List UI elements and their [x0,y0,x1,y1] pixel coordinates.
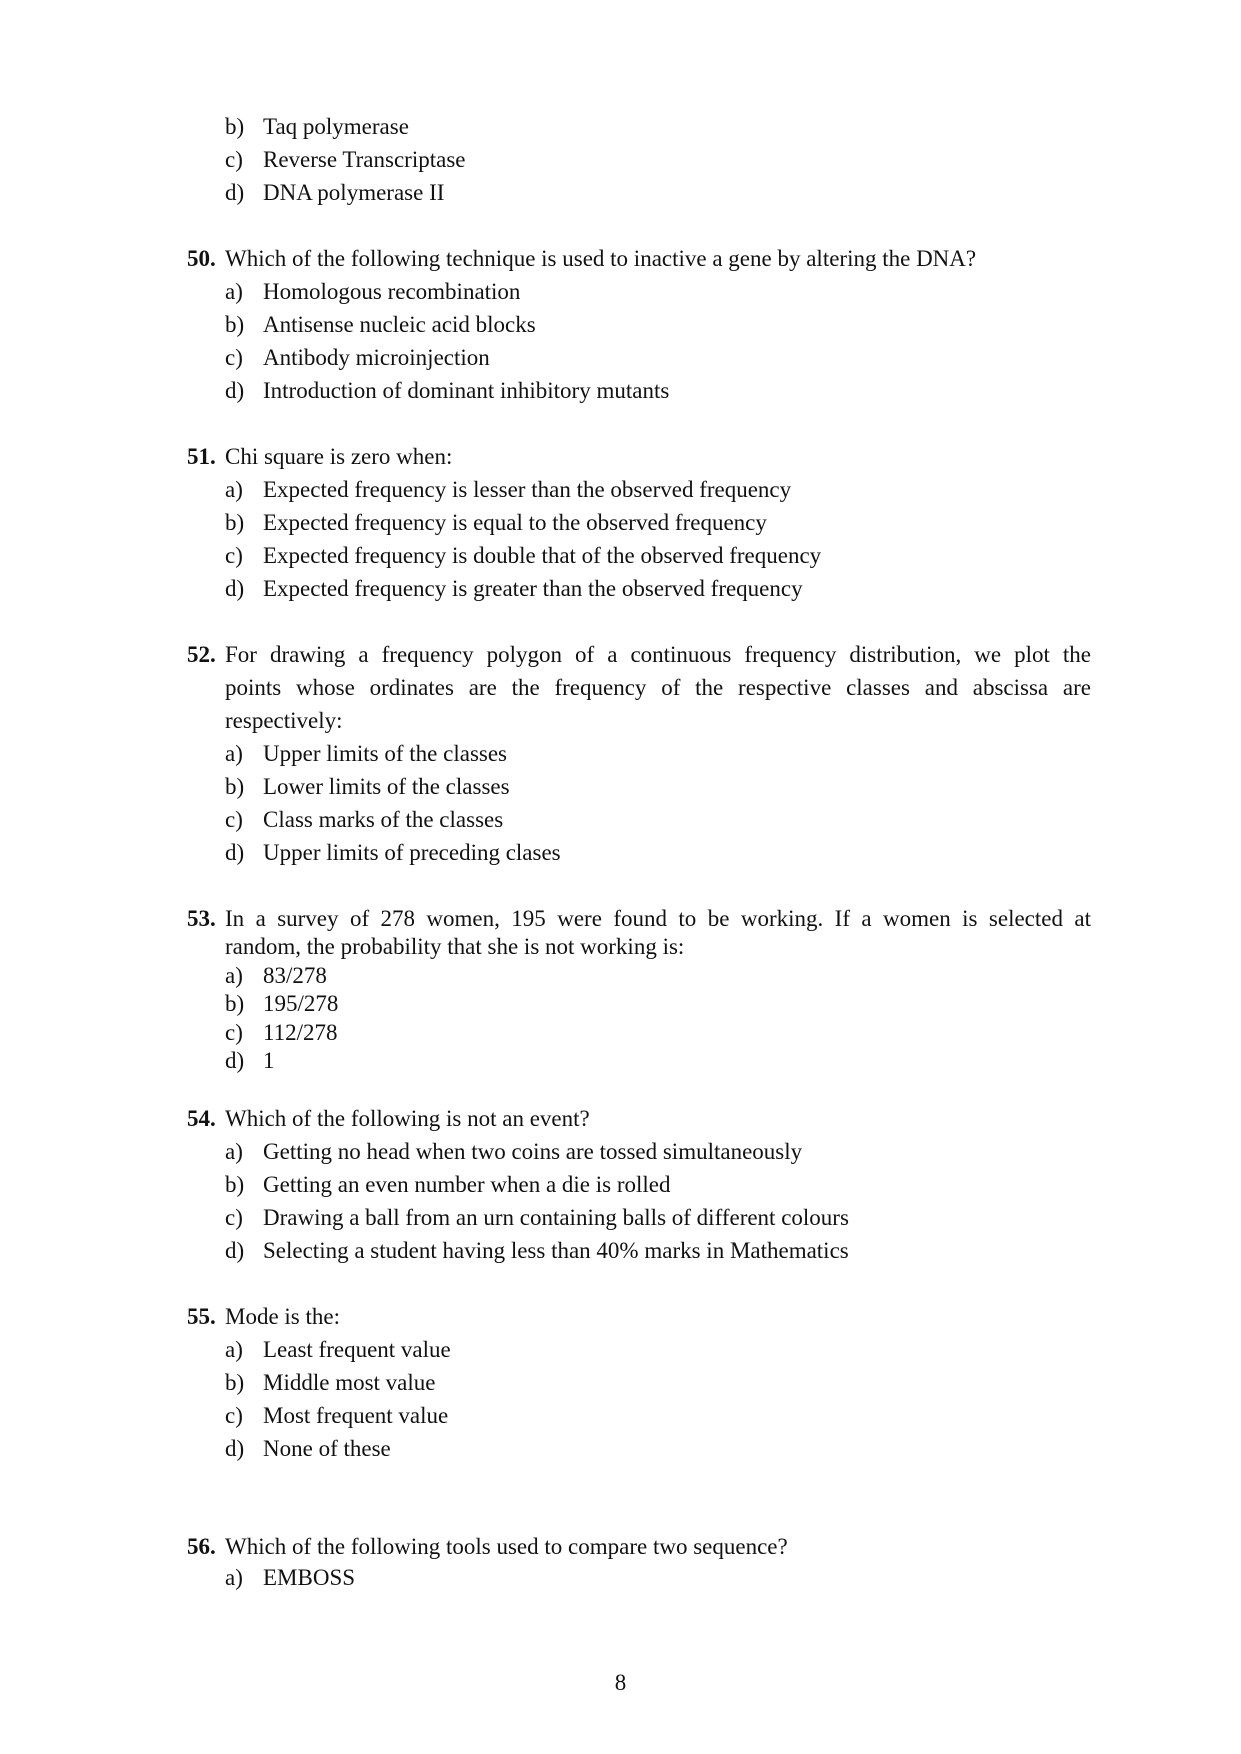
question-text: In a survey of 278 women, 195 were found to be working. If a women is selected at [225,906,1091,931]
question-text: For drawing a frequency polygon of a continuous frequency distribution, we plot the [225,642,1091,667]
option-letter: b) [225,510,245,535]
option-letter: b) [225,1172,245,1197]
option-letter: a) [225,279,243,304]
question-text: Which of the following tools used to compare two sequence? [225,1534,788,1559]
option-text: Expected frequency is equal to the observed frequency [263,510,767,535]
option-text: Lower limits of the classes [263,774,510,799]
option-text: Class marks of the classes [263,807,504,832]
question-number: 55. [187,1304,216,1329]
option-letter: c) [225,1403,243,1428]
option-text: Antibody microinjection [263,345,490,370]
option-text: 112/278 [263,1020,338,1045]
option-letter: c) [225,807,243,832]
option-text: 195/278 [263,991,339,1016]
option-text: Introduction of dominant inhibitory mutants [263,378,670,403]
option-letter: a) [225,477,243,502]
option-letter: d) [225,576,245,601]
option-letter: d) [225,1048,245,1073]
page-number: 8 [614,1670,627,1695]
option-text: Most frequent value [263,1403,449,1428]
question-text: Mode is the: [225,1304,340,1329]
option-letter: a) [225,1565,243,1590]
option-letter: c) [225,345,243,370]
option-letter: c) [225,147,243,172]
question-number: 51. [187,444,216,469]
option-text: Least frequent value [263,1337,451,1362]
option-letter: a) [225,741,243,766]
option-letter: b) [225,774,245,799]
option-text: None of these [263,1436,391,1461]
option-text: Antisense nucleic acid blocks [263,312,536,337]
question-text: Which of the following technique is used to inactive a gene by altering the DNA? [225,246,977,271]
option-text: Drawing a ball from an urn containing balls of different colours [263,1205,849,1230]
option-text: Upper limits of the classes [263,741,508,766]
option-text: 83/278 [263,963,327,988]
option-letter: c) [225,1205,243,1230]
option-letter: c) [225,543,243,568]
question-number: 52. [187,642,216,667]
question-text: points whose ordinates are the frequency of the respective classes and abscissa are [225,675,1091,700]
option-letter: a) [225,1139,243,1164]
option-text: Reverse Transcriptase [263,147,466,172]
question-number: 54. [187,1106,216,1131]
option-letter: d) [225,1436,245,1461]
option-letter: d) [225,180,245,205]
option-letter: b) [225,114,245,139]
option-letter: c) [225,1020,243,1045]
option-letter: d) [225,840,245,865]
option-letter: b) [225,1370,245,1395]
question-text: Which of the following is not an event? [225,1106,590,1131]
question-number: 53. [187,906,216,931]
option-text: Expected frequency is lesser than the observed frequency [263,477,792,502]
option-letter: d) [225,378,245,403]
option-letter: b) [225,991,245,1016]
question-number: 50. [187,246,216,271]
option-text: Homologous recombination [263,279,521,304]
question-number: 56. [187,1534,216,1559]
question-text: Chi square is zero when: [225,444,453,469]
option-text: Taq polymerase [263,114,409,139]
question-text: random, the probability that she is not working is: [225,934,685,959]
option-letter: b) [225,312,245,337]
option-text: Getting an even number when a die is rolled [263,1172,671,1197]
option-text: DNA polymerase II [263,180,445,205]
option-text: Middle most value [263,1370,436,1395]
option-text: Expected frequency is double that of the observed frequency [263,543,822,568]
question-text: respectively: [225,708,343,733]
option-letter: d) [225,1238,245,1263]
option-text: EMBOSS [263,1565,356,1590]
option-text: Selecting a student having less than 40% marks in Mathematics [263,1238,849,1263]
option-text: Getting no head when two coins are tossed simultaneously [263,1139,803,1164]
option-text: 1 [263,1048,275,1073]
option-text: Upper limits of preceding clases [263,840,561,865]
option-letter: a) [225,963,243,988]
option-text: Expected frequency is greater than the observed frequency [263,576,803,601]
option-letter: a) [225,1337,243,1362]
